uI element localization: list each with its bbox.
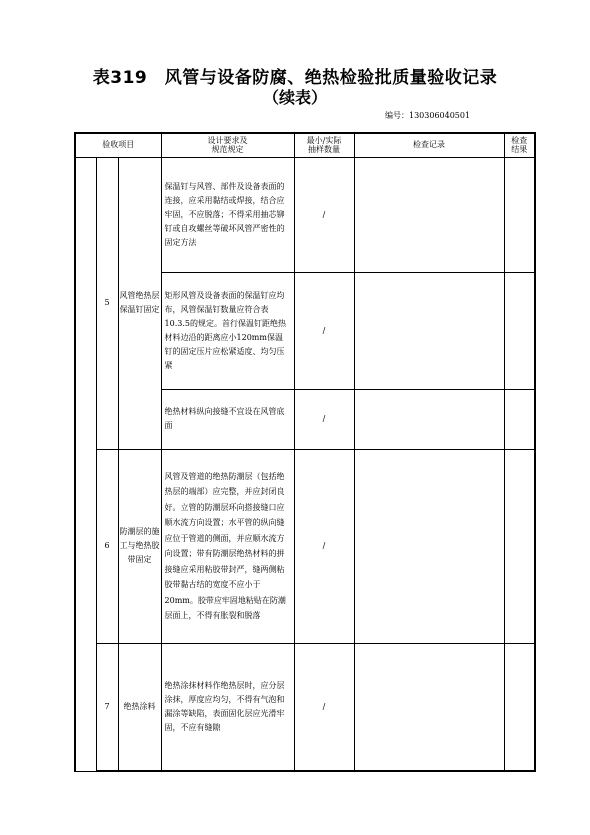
- header-result-line1: 检查: [511, 136, 528, 146]
- header-result: [504, 133, 535, 157]
- header-requirement-line1: 设计要求及: [207, 136, 248, 146]
- document-code: 编号：130306040501: [385, 111, 471, 120]
- header-sample-line1: 最小/实际: [306, 136, 342, 146]
- header-sample: [294, 133, 354, 157]
- left-group-cell: [75, 157, 96, 771]
- header-sample-line2: 抽样数量: [308, 145, 341, 155]
- record-cell[interactable]: [354, 389, 504, 449]
- result-cell[interactable]: [504, 389, 535, 449]
- result-cell[interactable]: [504, 157, 535, 272]
- header-requirement-line2: 规范规定: [211, 145, 244, 155]
- requirement-cell: 绝热涂抹材料作绝热层时，应分层涂抹，厚度应均匀，不得有气泡和漏涂等缺陷，表面固化层应光滑牢固，不应有缝隙: [161, 643, 294, 771]
- row-item: 风管绝热层保温钉固定: [118, 157, 161, 449]
- page-title: 表319 风管与设备防腐、绝热检验批质量验收记录: [92, 68, 498, 88]
- result-cell[interactable]: [504, 643, 535, 771]
- record-cell[interactable]: [354, 643, 504, 771]
- record-cell[interactable]: [354, 449, 504, 643]
- record-cell[interactable]: [354, 272, 504, 389]
- row-number: 5: [96, 157, 118, 449]
- header-record: 检查记录: [354, 133, 504, 157]
- page-subtitle: （续表）: [262, 88, 327, 107]
- sample-cell: /: [294, 389, 354, 449]
- result-cell[interactable]: [504, 272, 535, 389]
- row-number: 7: [96, 643, 118, 771]
- row-number: 6: [96, 449, 118, 643]
- row-item: 防潮层的施工与绝热胶带固定: [118, 449, 161, 643]
- sample-cell: /: [294, 157, 354, 272]
- inspection-table: [74, 132, 536, 772]
- header-row: [75, 133, 535, 157]
- table-row: [75, 643, 535, 771]
- requirement-cell: 矩形风管及设备表面的保温钉应均布，风管保温钉数量应符合表10.3.5的规定。首行保温钉距绝热材料边沿的距离应小120mm保温钉的固定压片应松紧适度、均匀压紧: [161, 272, 294, 389]
- row-item: 绝热涂料: [118, 643, 161, 771]
- header-requirement: [161, 133, 294, 157]
- sample-cell: /: [294, 272, 354, 389]
- header-result-line2: 结果: [511, 145, 528, 155]
- header-item: 验收项目: [75, 133, 161, 157]
- requirement-cell: 风管及管道的绝热防潮层（包括绝热层的端部）应完整，并应封闭良好。立管的防潮层环向搭接缝口应顺水流方向设置；水平管的纵向缝应位于管道的侧面，并应顺水流方向设置；带有防潮层绝热材料的拼接缝应采用粘胶带封严，缝两侧粘胶带黏古结的宽度不应小于20mm。胶带应牢固地粘贴在防潮层面上，不得有胀裂和脱落: [161, 449, 294, 643]
- sample-cell: /: [294, 449, 354, 643]
- table-row: [75, 449, 535, 643]
- requirement-cell: 保温钉与风管、部件及设备表面的连接，应采用黏结或焊接，结合应牢固，不应脱落；不得采用抽芯铆钉或自攻螺丝等破坏风管严密性的固定方法: [161, 157, 294, 272]
- requirement-cell: 绝热材料纵向接缝不宜设在风管底面: [161, 389, 294, 449]
- record-cell[interactable]: [354, 157, 504, 272]
- sample-cell: /: [294, 643, 354, 771]
- result-cell[interactable]: [504, 449, 535, 643]
- table-row: [75, 157, 535, 272]
